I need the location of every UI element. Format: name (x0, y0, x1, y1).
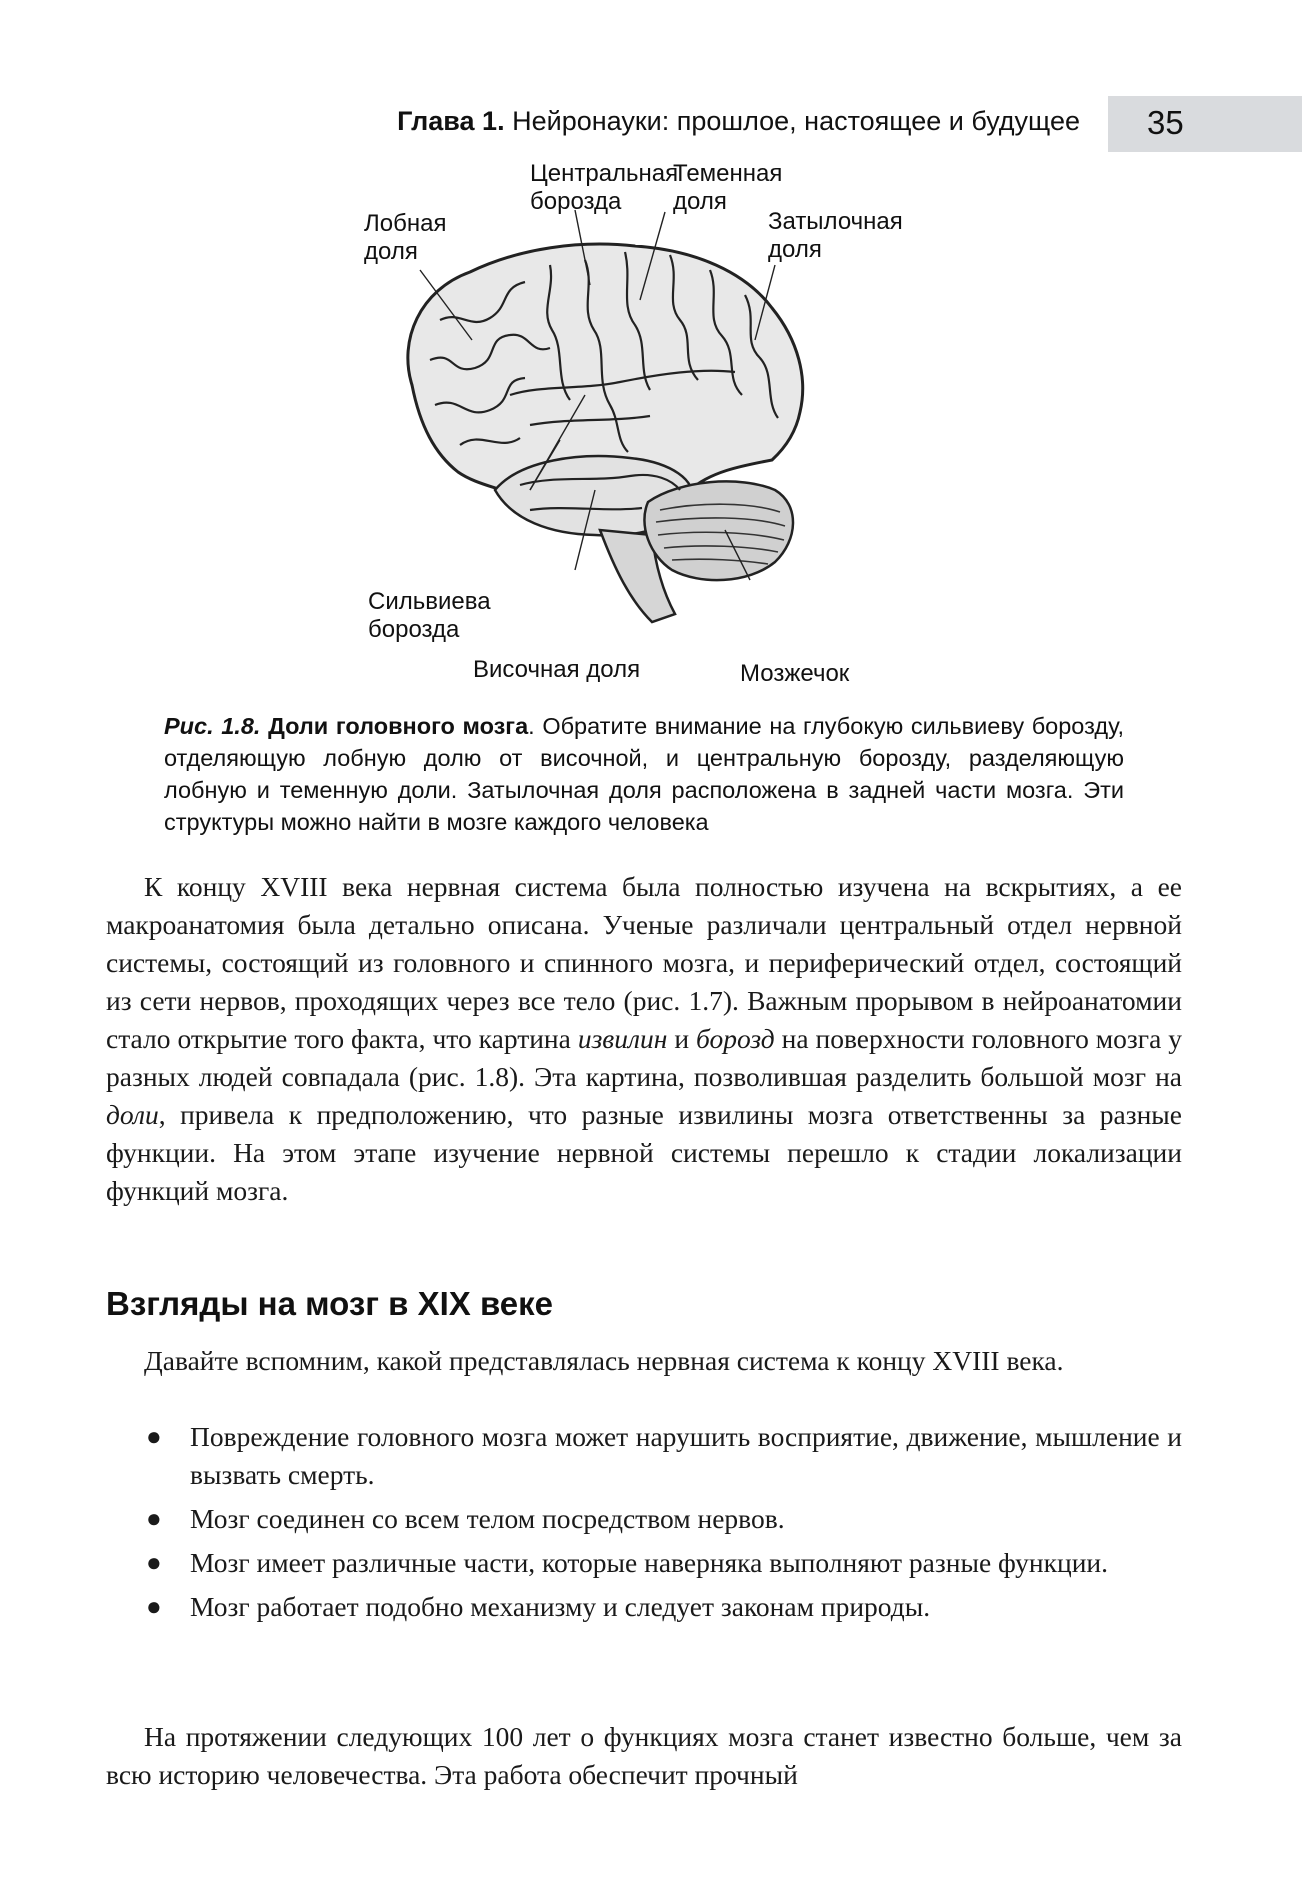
paragraph-1 (106, 868, 1182, 1210)
label-occipital-lobe: Затылочная доля (768, 208, 903, 263)
label-parietal-lobe: Теменная доля (673, 160, 783, 215)
bullet-list (106, 1418, 1182, 1632)
paragraph-2: Давайте вспомним, какой представлялась нервная система к концу XVIII века. (144, 1345, 1064, 1376)
chapter-label: Глава 1. (397, 106, 505, 136)
label-sylvian-fissure: Сильвиева борозда (368, 588, 491, 643)
section-title: Взгляды на мозг в XIX веке (106, 1285, 554, 1322)
caption-number: Рис. 1.8. (164, 713, 261, 739)
page-number-band (1108, 96, 1302, 152)
paragraph-1-part-d: , привела к предположению, что разные извилины мозга ответственны за разные функции. На этом этапе изучение нервной системы перешло к стадии локализации функций мозга. (106, 1099, 1182, 1206)
term-sulci: борозд (696, 1023, 775, 1054)
figure-caption (164, 710, 1124, 838)
brain-figure (364, 160, 920, 690)
page-header (0, 96, 1302, 156)
caption-title: Доли головного мозга (268, 713, 529, 739)
bullet-text: Мозг имеет различные части, которые наверняка выполняют разные функции. (190, 1547, 1109, 1578)
bullet-text: Мозг работает подобно механизму и следует законам природы. (190, 1591, 931, 1622)
label-frontal-lobe: Лобная доля (364, 210, 447, 265)
label-cerebellum: Мозжечок (740, 660, 850, 687)
bullet-item (106, 1588, 1182, 1626)
bullet-text: Повреждение головного мозга может нарушить восприятие, движение, мышление и вызвать смерть. (190, 1421, 1182, 1490)
bullet-item (106, 1500, 1182, 1538)
label-central-sulcus: Центральная борозда (530, 160, 679, 215)
term-lobes: доли (106, 1099, 159, 1130)
chapter-title: Нейронауки: прошлое, настоящее и будущее (512, 106, 1080, 136)
label-temporal-lobe: Височная доля (473, 656, 641, 683)
caption-text: . Обратите внимание на глубокую сильвиеву борозду, отделяющую лобную долю от височной, и центральную борозду, разделяющую лобную и теменную доли. Затылочная доля расположена в задней части мозга. Эти структуры можно найти в мозге каждого человека (164, 713, 1124, 835)
running-head (397, 106, 1080, 137)
paragraph-1-part-c: на поверхности головного мозга у разных людей совпадала (рис. 1.8). Эта картина, позволившая разделить большой мозг на (106, 1023, 1182, 1092)
page-number: 35 (1147, 104, 1184, 141)
bullet-icon: ● (146, 1592, 162, 1621)
paragraph-1-part-b: и (667, 1023, 697, 1054)
bullet-icon: ● (146, 1504, 162, 1533)
term-gyri: извилин (577, 1023, 668, 1054)
paragraph-1-part-a: К концу XVIII века нервная система была полностью изучена на вскрытиях, а ее макроанатомия была детально описана. Ученые различали центральный отдел нервной системы, состоящий из головного и спинного мозга, и периферический отдел, состоящий из сети нервов, проходящих через все тело (рис. 1.7). Важным прорывом в нейроанатомии стало открытие того факта, что картина (106, 871, 1182, 1054)
bullet-item (106, 1544, 1182, 1582)
bullet-icon: ● (146, 1422, 162, 1451)
paragraph-3: На протяжении следующих 100 лет о функциях мозга станет известно больше, чем за всю историю человечества. Эта работа обеспечит прочный (106, 1721, 1182, 1790)
bullet-item (106, 1418, 1182, 1494)
bullet-text: Мозг соединен со всем телом посредством нервов. (190, 1503, 785, 1534)
bullet-icon: ● (146, 1548, 162, 1577)
